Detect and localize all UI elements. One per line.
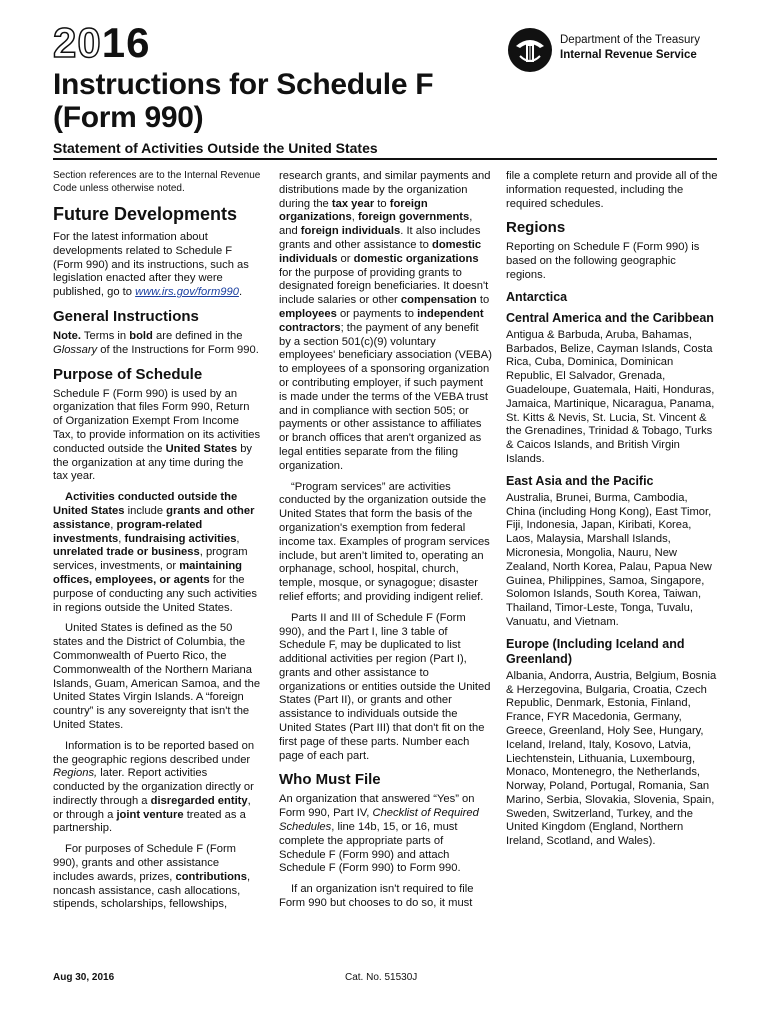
agency-name: Internal Revenue Service [560,49,697,61]
department-block [560,33,700,63]
region-europe-list: Albania, Andorra, Austria, Belgium, Bosnia & Herzegovina, Bulgaria, Croatia, Czech Republic, Denmark, Estonia, Finland, France, FYR Macedonia, Germany, Greece, Greenland, Holy See, Hungary, Iceland, Ireland, Italy, Kosovo, Latvia, Liechtenstein, Lithuania, Luxembourg, Monaco, Montenegro, the Netherlands, Norway, Poland, Portugal, Romania, San Marino, Serbia, Slovakia, Slovenia, Spain, Sweden, Switzerland, Turkey, and the United Kingdom (England, Northern Ireland, Scotland, and Wales). [506,669,717,848]
year-suffix: 16 [101,19,151,66]
title-line-1: Instructions for Schedule F [53,68,434,101]
region-europe-heading: Europe (Including Iceland and Greenland) [506,636,685,666]
section-references: Section references are to the Internal Revenue Code unless otherwise noted. [53,170,261,194]
region-east-asia-list: Australia, Brunei, Burma, Cambodia, China (including Hong Kong), East Timor, Fiji, Indonesia, Japan, Kiribati, Korea, Laos, Malaysia, Marshall Islands, Micronesia, Mongolia, Nauru, New Zealand, North Korea, Palau, Papua New Guinea, Philippines, Samoa, Singapore, Solomon Islands, South Korea, Taiwan, Thailand, Timor-Leste, Tonga, Tuvalu, Vanuatu, and Vietnam. [506,491,712,628]
grants-purposes-paragraph: For purposes of Schedule F (Form 990), grants and other assistance includes awards, prizes, contributions, noncash assistance, cash allocations, stipends, scholarships, fellowships, [53,843,251,911]
column-1 [53,170,261,919]
purpose-paragraph: Schedule F (Form 990) is used by an organization that files Form 990, Return of Organization Exempt From Income Tax, to provide information on its activities conducted outside the United States by the organization at any time during the tax year. [53,387,261,483]
footer-catalog-number: Cat. No. 51530J [345,972,418,983]
year-prefix: 20 [53,19,102,66]
page-subtitle: Statement of Activities Outside the United States [53,140,378,156]
column-3 [506,170,718,856]
irs-form990-link[interactable]: www.irs.gov/form990 [135,286,239,299]
page-title [53,68,433,134]
region-east-asia-heading: East Asia and the Pacific [506,473,654,488]
title-divider [53,158,717,160]
parts-paragraph: Parts II and III of Schedule F (Form 990), and the Part I, line 3 table of Schedule F, may be duplicated to list additional activities per region (Part I), grants and other assistance to organizations or entities outside the United States (Part II), or grants and other assistance to individuals outside the United States (Part III) that don't fit on the first page of these parts. Number each page of each part. [279,611,491,762]
program-services-paragraph: “Program services” are activities conducted by the organization outside the United States that form the basis of the organization's exemption from federal income tax. Examples of program services include, but aren’t limited to, operating an orphanage, school, hospital, church, temple, mosque, or synagogue; disaster relief efforts; and providing indigent relief. [279,480,490,603]
title-line-2: (Form 990) [53,101,204,134]
region-central-america-heading: Central America and the Caribbean [506,310,714,325]
department-name: Department of the Treasury [560,34,700,46]
who-must-file-heading: Who Must File [279,771,381,789]
column-2 [279,170,492,918]
info-paragraph: Information is to be reported based on the geographic regions described under Regions, later. Report activities conducted by the organization directly or indirectly through a disregarded entity, or through a joint venture treated as a partnership. [53,739,255,835]
footer-date: Aug 30, 2016 [53,972,115,983]
regions-heading: Regions [506,219,566,237]
future-developments-heading: Future Developments [53,204,238,224]
grants-definition-paragraph: research grants, and similar payments and distributions made by the organization during the tax year to foreign organizations, foreign governments, and foreign individuals. It also includes grants and other assistance to domestic individuals or domestic organizations for the purpose of providing grants to designated foreign beneficiaries. It doesn't include salaries or other compensation to employees or payments to independent contractors; the payment of any benefit by a section 501(c)(9) voluntary employees' beneficiary association (VEBA) to employees of a sponsoring organization or contributing employer, if such payment is made under the terms of the VEBA trust and in compliance with section 505; or payments or other assistance to affiliates or branch offices that aren't organized as legal entities separate from the filing organization. [279,170,492,472]
note-paragraph: Note. Terms in bold are defined in the Glossary of the Instructions for Form 990. [53,329,259,356]
who-must-file-paragraph: An organization that answered “Yes” on Form 990, Part IV, Checklist of Required Schedules, line 14b, 15, or 16, must complete the appropriate parts of Schedule F (Form 990) and attach Schedule F (Form 990) to Form 990. [279,793,479,875]
year-heading [53,18,150,68]
region-central-america-list: Antigua & Barbuda, Aruba, Bahamas, Barbados, Belize, Cayman Islands, Costa Rica, Cuba, Dominica, Dominican Republic, El Salvador, Grenada, Guadeloupe, Guatemala, Haiti, Honduras, Jamaica, Martinique, Nicaragua, Panama, St. Kitts & Nevis, St. Lucia, St. Vincent & the Grenadines, Trinidad & Tobago, Turks & Caicos Islands, and British Virgin Islands. [506,328,715,465]
activities-paragraph: Activities conducted outside the United States include grants and other assistance, program-related investments, fundraising activities, unrelated trade or business, program services, investments, or maintaining offices, employees, or agents for the purpose of conducting any such activities in regions outside the United States. [53,491,257,614]
purpose-heading: Purpose of Schedule [53,365,203,383]
general-instructions-heading: General Instructions [53,307,199,325]
region-antarctica-heading: Antarctica [506,289,568,304]
regions-paragraph: Reporting on Schedule F (Form 990) is based on the following geographic regions. [506,241,700,281]
optional-filing-paragraph: If an organization isn't required to file Form 990 but chooses to do so, it must [279,883,474,910]
us-definition-paragraph: United States is defined as the 50 states and the District of Columbia, the Commonwealth of Puerto Rico, the Commonwealth of the Northern Mariana Islands, Guam, American Samoa, and the United States Virgin Islands. A “foreign country” is any sovereignty that isn't the United States. [53,622,261,731]
irs-eagle-logo-icon [506,26,554,74]
future-developments-text: For the latest information about developments related to Schedule F (Form 990) and its instructions, such as legislation enacted after they were published, go to www.irs.gov/form990. [53,231,249,299]
continued-paragraph: file a complete return and provide all of the information requested, including the required schedules. [506,170,718,210]
